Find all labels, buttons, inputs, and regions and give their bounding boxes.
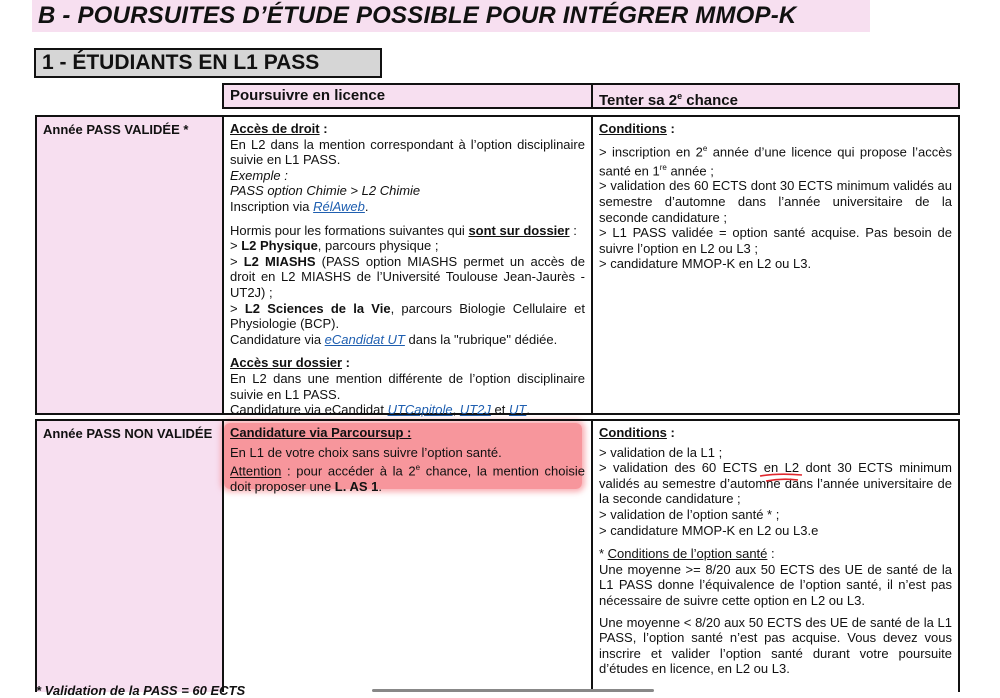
- inscription-prefix: Inscription via: [230, 198, 314, 214]
- cell-not-validated-licence: [222, 419, 593, 692]
- condition-line: > validation de la L1 ;: [599, 444, 723, 460]
- column-header-licence: [222, 83, 593, 109]
- bullet: >: [230, 253, 244, 269]
- attention-text: chance, la mention choisie doit proposer une: [230, 463, 585, 495]
- acces-droit-text: En L2 dans la mention correspondant à l’option disciplinaire suivie en L1 PASS.: [230, 136, 585, 168]
- condition-line: > L1 PASS validée = option santé acquise. Pas besoin de suivre l’option en L2 ou L3 ;: [599, 225, 952, 256]
- red-underline-mark: [758, 470, 806, 484]
- utcapitole-link[interactable]: UTCapitole: [387, 402, 453, 418]
- condition-line: > candidature MMOP-K en L2 ou L3.e: [599, 522, 819, 538]
- relaweb-link[interactable]: RélAweb: [313, 198, 365, 214]
- row-label-validated-text: Année PASS VALIDÉE *: [43, 122, 189, 137]
- colon: :: [319, 121, 328, 136]
- superscript: e: [677, 91, 683, 101]
- candidature-suffix: dans la "rubrique" dédiée.: [404, 331, 558, 347]
- exemple-label: Exemple :: [230, 167, 288, 183]
- colon: :: [342, 355, 350, 371]
- separator: ,: [452, 402, 460, 418]
- conditions-title: Conditions: [599, 425, 667, 440]
- parcoursup-text: En L1 de votre choix sans suivre l’option santé.: [230, 444, 502, 460]
- superscript: e: [415, 463, 421, 473]
- colon: :: [666, 425, 675, 440]
- bullet: >: [230, 300, 245, 316]
- colon: :: [767, 546, 775, 562]
- option-sante-title: Conditions de l’option santé: [607, 546, 768, 562]
- superscript: re: [659, 162, 667, 172]
- condition-line: année d’une licence qui propose l’accès santé en 1: [599, 143, 952, 178]
- option-sante-para2: Une moyenne < 8/20 aux 50 ECTS des UE de santé de la L1 PASS, l’option santé n’est pas acquise. Vous devez vous inscrire et valider l’option santé durant votre poursuite d’études en licence, en L2 ou L3.: [599, 614, 952, 677]
- cell-validated-licence: [222, 115, 593, 418]
- cell-validated-chance: [591, 115, 960, 415]
- column-header-chance-label: Tenter sa 2: [599, 92, 678, 109]
- conditions-title: Conditions: [599, 121, 667, 136]
- acces-dossier-title: Accès sur dossier: [230, 355, 343, 371]
- candidature-prefix: Candidature via: [230, 331, 325, 347]
- condition-line: > inscription en 2: [599, 143, 703, 159]
- attention-text: : pour accéder à la 2: [281, 463, 416, 479]
- section-title: 1 - ÉTUDIANTS EN L1 PASS: [34, 48, 382, 78]
- item-l2-sciences-vie: L2 Sciences de la Vie: [244, 300, 391, 316]
- bullet: >: [230, 238, 242, 254]
- row-label-validated: [35, 115, 224, 415]
- condition-line: > validation des 60 ECTS en L2 dont 30 ECTS minimum validés au semestre d’automne dans l’année universitaire de la seconde candidature ;: [599, 460, 952, 507]
- candidature2-prefix: Candidature via eCandidat: [230, 402, 388, 418]
- item-l2-physique-rest: , parcours physique ;: [317, 238, 439, 254]
- ecandidat-ut-link[interactable]: eCandidat UT: [324, 331, 405, 347]
- option-sante-para1: Une moyenne >= 8/20 aux 50 ECTS des UE de santé de la L1 PASS donne l’équivalence de l’option santé, il n’est pas nécessaire de suivre cette option en L2 ou L3.: [599, 561, 952, 608]
- item-l2-sciences-vie-rest: , parcours Biologie Cellulaire et Physiologie (BCP).: [230, 300, 585, 332]
- candidature2-suffix: .: [526, 402, 530, 418]
- attention-text: .: [378, 479, 383, 495]
- colon: :: [666, 121, 675, 136]
- footnote: * Validation de la PASS = 60 ECTS: [36, 683, 246, 698]
- row-label-not-validated: [35, 419, 224, 692]
- sur-dossier-label: sont sur dossier: [468, 222, 570, 238]
- superscript: e: [702, 143, 708, 153]
- ut-link[interactable]: UT: [508, 402, 527, 418]
- separator: et: [490, 402, 509, 418]
- inscription-suffix: .: [364, 198, 369, 214]
- exemple-text: PASS option Chimie > L2 Chimie: [230, 183, 421, 199]
- attention-label: Attention: [230, 463, 282, 479]
- acces-droit-title: Accès de droit: [230, 121, 320, 136]
- item-l2-miashs: L2 MIASHS: [243, 253, 316, 269]
- las1-label: L. AS 1: [334, 479, 379, 495]
- cell-not-validated-chance: [591, 419, 960, 692]
- column-header-chance-suffix: chance: [682, 92, 738, 109]
- acces-dossier-text: En L2 dans une mention différente de l’option disciplinaire suivie en L1 PASS.: [230, 370, 585, 402]
- column-header-chance: [591, 83, 960, 109]
- item-l2-miashs-rest: (PASS option MIASHS permet un accès de droit en L2 MIASHS de l’Université Toulouse Jean-Jaurès - UT2J) ;: [230, 253, 585, 300]
- condition-line: > candidature MMOP-K en L2 ou L3.: [599, 256, 812, 272]
- condition-line: année ;: [666, 162, 714, 178]
- ut2j-link[interactable]: UT2J: [459, 402, 491, 418]
- parcoursup-title: Candidature via Parcoursup :: [230, 425, 412, 440]
- main-title: B - POURSUITES D’ÉTUDE POSSIBLE POUR INTÉGRER MMOP-K: [32, 0, 870, 32]
- item-l2-physique: L2 Physique: [241, 238, 318, 254]
- hormis-suffix: :: [569, 222, 577, 238]
- condition-line: > validation des 60 ECTS dont 30 ECTS minimum validés au semestre d’automne dans l’année universitaire de la seconde candidature ;: [599, 178, 952, 225]
- hormis-prefix: Hormis pour les formations suivantes qui: [230, 222, 469, 238]
- row-label-not-validated-text: Année PASS NON VALIDÉE: [43, 426, 213, 441]
- condition-line: > validation de l’option santé * ;: [599, 506, 780, 522]
- column-header-licence-label: Poursuivre en licence: [230, 87, 386, 104]
- note-prefix: *: [599, 546, 608, 562]
